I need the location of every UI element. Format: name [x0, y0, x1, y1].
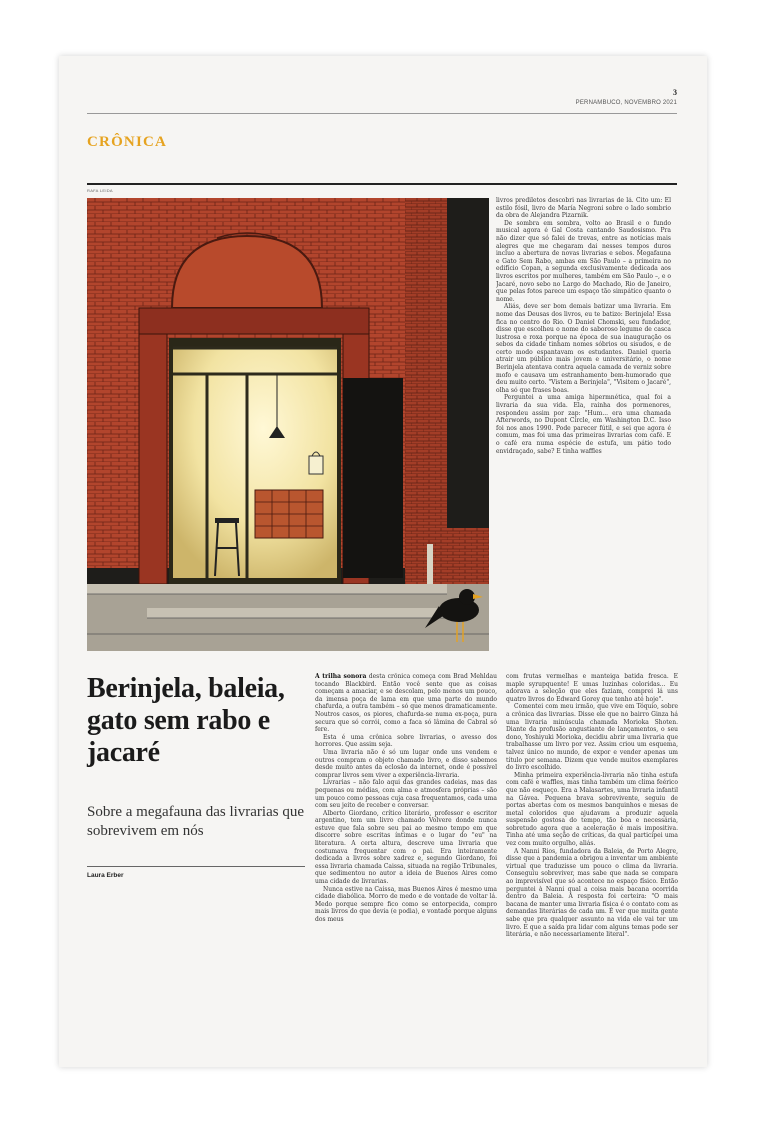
right-column [496, 197, 671, 519]
paragraph: Livrarias – não falo aqui das grandes cadeias, mas das pequenas ou médias, com alma e atmosfera próprias – são um pouco como pessoas cuja casa frequentamos, cada uma com seu jeito de receber e conversar. [315, 779, 497, 810]
article-title: Berinjela, baleia, gato sem rabo e jacaré [87, 673, 285, 768]
paragraph: Comentei com meu irmão, que vive em Tóquio, sobre a crônica das livrarias. Disse ele que no bairro Ginza há uma livraria minúscula chamada Morioka Shoten. Diante da profusão angustiante de lançamentos, o seu dono, Yoshiyuki Morioka, decidiu abrir uma livraria que trabalhasse um livro por vez. Assim criou um esquema, talvez único no mundo, de expor e vender apenas um título por semana. Dizem que vende muitos exemplares do livro escolhido. [506, 703, 678, 772]
right-text-box [490, 193, 675, 519]
author-divider [87, 866, 305, 867]
lead-text: desta crônica começa com Brad Mehldau tocando Blackbird. Então você sente que as coisas começam a amaciar, e se descolam, pelo menos um pouco, da imensa poça de lama em que uma parte do mundo chafurda, a outra também – só que menos dramaticamente. Noutros casos, os piores, chafurda-se numa ex-poça, pura secura que só corrói, como a faca só lâmina de Cabral só fere. [315, 673, 497, 734]
page-number: 3 [673, 88, 677, 97]
paragraph: Aliás, deve ser bom demais batizar uma livraria. Em nome das Deusas dos livros, eu te batizo: Berinjela! Essa fica no centro do Rio. O Daniel Chomski, seu fundador, disse que escolheu o nome do saboroso legume de casca lustrosa e roxa porque na época de sua inauguração os sebos da cidade tinham nomes sóbrios ou sisudos, e de certo modo espantavam os estudantes. Daniel queria atrair um público mais jovem e universitário, o nome Berinjela atentava contra aquela camada de verniz sobre mofo e causava um estranhamento bem-humorado que deu muito certo. "Vistem a Berinjela", "Visitem o Jacaré", olha só que frases boas. [496, 303, 671, 394]
paragraph [315, 673, 497, 734]
section-title: CRÔNICA [87, 134, 168, 150]
section-divider [87, 183, 677, 185]
lead-label: A trilha sonora [315, 673, 367, 680]
body-column-1 [315, 673, 497, 1041]
paragraph: Esta é uma crônica sobre livrarias, o avesso dos horrores. Que assim seja. [315, 733, 497, 749]
paragraph: Nunca estive na Caissa, mas Buenos Aires é mesmo uma cidade diabólica. Morro de medo e de vontade de voltar lá. Medo porque sempre fico como se entorpecida, compro mais livros do que devia (e podia), e vontade porque alguns dos meus [315, 885, 497, 923]
top-divider [87, 113, 677, 114]
paragraph: A Nanni Rios, fundadora da Baleia, de Porto Alegre, disse que a pandemia a obrigou a inventar um ambiente virtual que traduzisse um pouco o clima da livraria. Conseguiu sobreviver, mas sabe que nada se compara ao imprevisível que só acontece no espaço físico. Então perguntei à Nanni qual a coisa mais bacana ocorrida dentro da Baleia. A resposta foi certeira: "O mais bacana de manter uma livraria física é o contato com as demandas literárias de cada um. É ver que muita gente sabe que pra qualquer assunto na vida ele vai ter um livro. E que a saída pra lidar com alguns temas pode ser literária, e não necessariamente literal". [506, 847, 678, 939]
newspaper-page [59, 56, 707, 1067]
paragraph: Uma livraria não é só um lugar onde uns vendem e outros compram o objeto chamado livro, e disso sabemos desde muito antes da eclosão da internet, onde é possível comprar livros sem viver a experiência-livraria. [315, 748, 497, 779]
body-column-2 [506, 673, 678, 1041]
paragraph: Perguntei a uma amiga hipermnética, qual foi a livraria da sua vida. Ela, rainha dos pormenores, respondeu assim por zap: "Hum... era uma chamada Afterwords, no Dupont Circle, em Washington D.C. Isso foi nos anos 1990. Pode parecer fútil, e sei que agora é comum, mas foi uma das primeiras livrarias com café. E o café era numa espécie de estufa, um pátio todo envidraçado, sabe? E tinha waffles [496, 394, 671, 455]
paragraph: De sombra em sombra, volto ao Brasil e o fundo musical agora é Gal Costa cantando Saudosismo. Pra não dizer que só falei de trevas, entre as notícias mais alegres que me chegaram dai nesses tempos duros incluo a abertura de novas livrarias e sebos. Megafauna e Gato Sem Rabo, ambas em São Paulo – a primeira no edifício Copan, a segunda exclusivamente dedicada aos livros escritos por mulheres, também em São Paulo –, e o Jacaré, novo sebo no Largo do Machado, Rio de Janeiro, que pelas fotos parece um espaço tão simpático quanto o nome. [496, 219, 671, 303]
paragraph: Minha primeira experiência-livraria não tinha estufa com café e waffles, mas tinha também um clima feérico que não esqueço. Era a Malasartes, uma livraria infantil na Gávea. Pequena brava sobrevivente, seguiu de portas abertas com os mesmos banquinhos e mesas de metal coloridos que ajudavam a produzir aquela suspensão gostosa do tempo, tão boa e necessária, sobretudo agora que a aceleração é mais impositiva. Tinha até uma seção de críticas, da qual participei uma vez com muito orgulho, aliás. [506, 771, 678, 848]
edition-line: PERNAMBUCO, NOVEMBRO 2021 [575, 100, 677, 106]
illustration-credit: RAFA LEIDA [87, 188, 113, 193]
paragraph: livros prediletos descobri nas livrarias de lá. Cito um: El estilo fósil, livro de María Negroni sobre o lado sombrio da obra de Alejandra Pizarnik. [496, 197, 671, 220]
bookstore-facade-illustration [87, 198, 489, 651]
paragraph: Alberto Giordano, crítico literário, professor e escritor argentino, tem um livro chamado Volvere donde nunca estuve que fala sobre seu pai ao mesmo tempo em que discorre sobre escritas íntimas e o lugar do "eu" na literatura. A certa altura, descreve uma livraria que costumava frequentar com o pai. Era inteiramente dedicada a livros sobre xadrez e, segundo Giordano, foi essa livraria chamada Caissa, situada na região Tribunales, que sedimentou no autor a ideia de Buenos Aires como uma cidade de livrarias. [315, 809, 497, 886]
article-subtitle: Sobre a megafauna das livrarias que sobrevivem em nós [87, 804, 304, 839]
author-name: Laura Erber [87, 872, 124, 879]
paragraph: com frutas vermelhas e manteiga batida fresca. E maple syrupquente! E umas luzinhas coloridas... Eu adorava a seleção que eles faziam, comprei lá uns quatro livros do Edward Gorey que tenho até hoje". [506, 673, 678, 703]
